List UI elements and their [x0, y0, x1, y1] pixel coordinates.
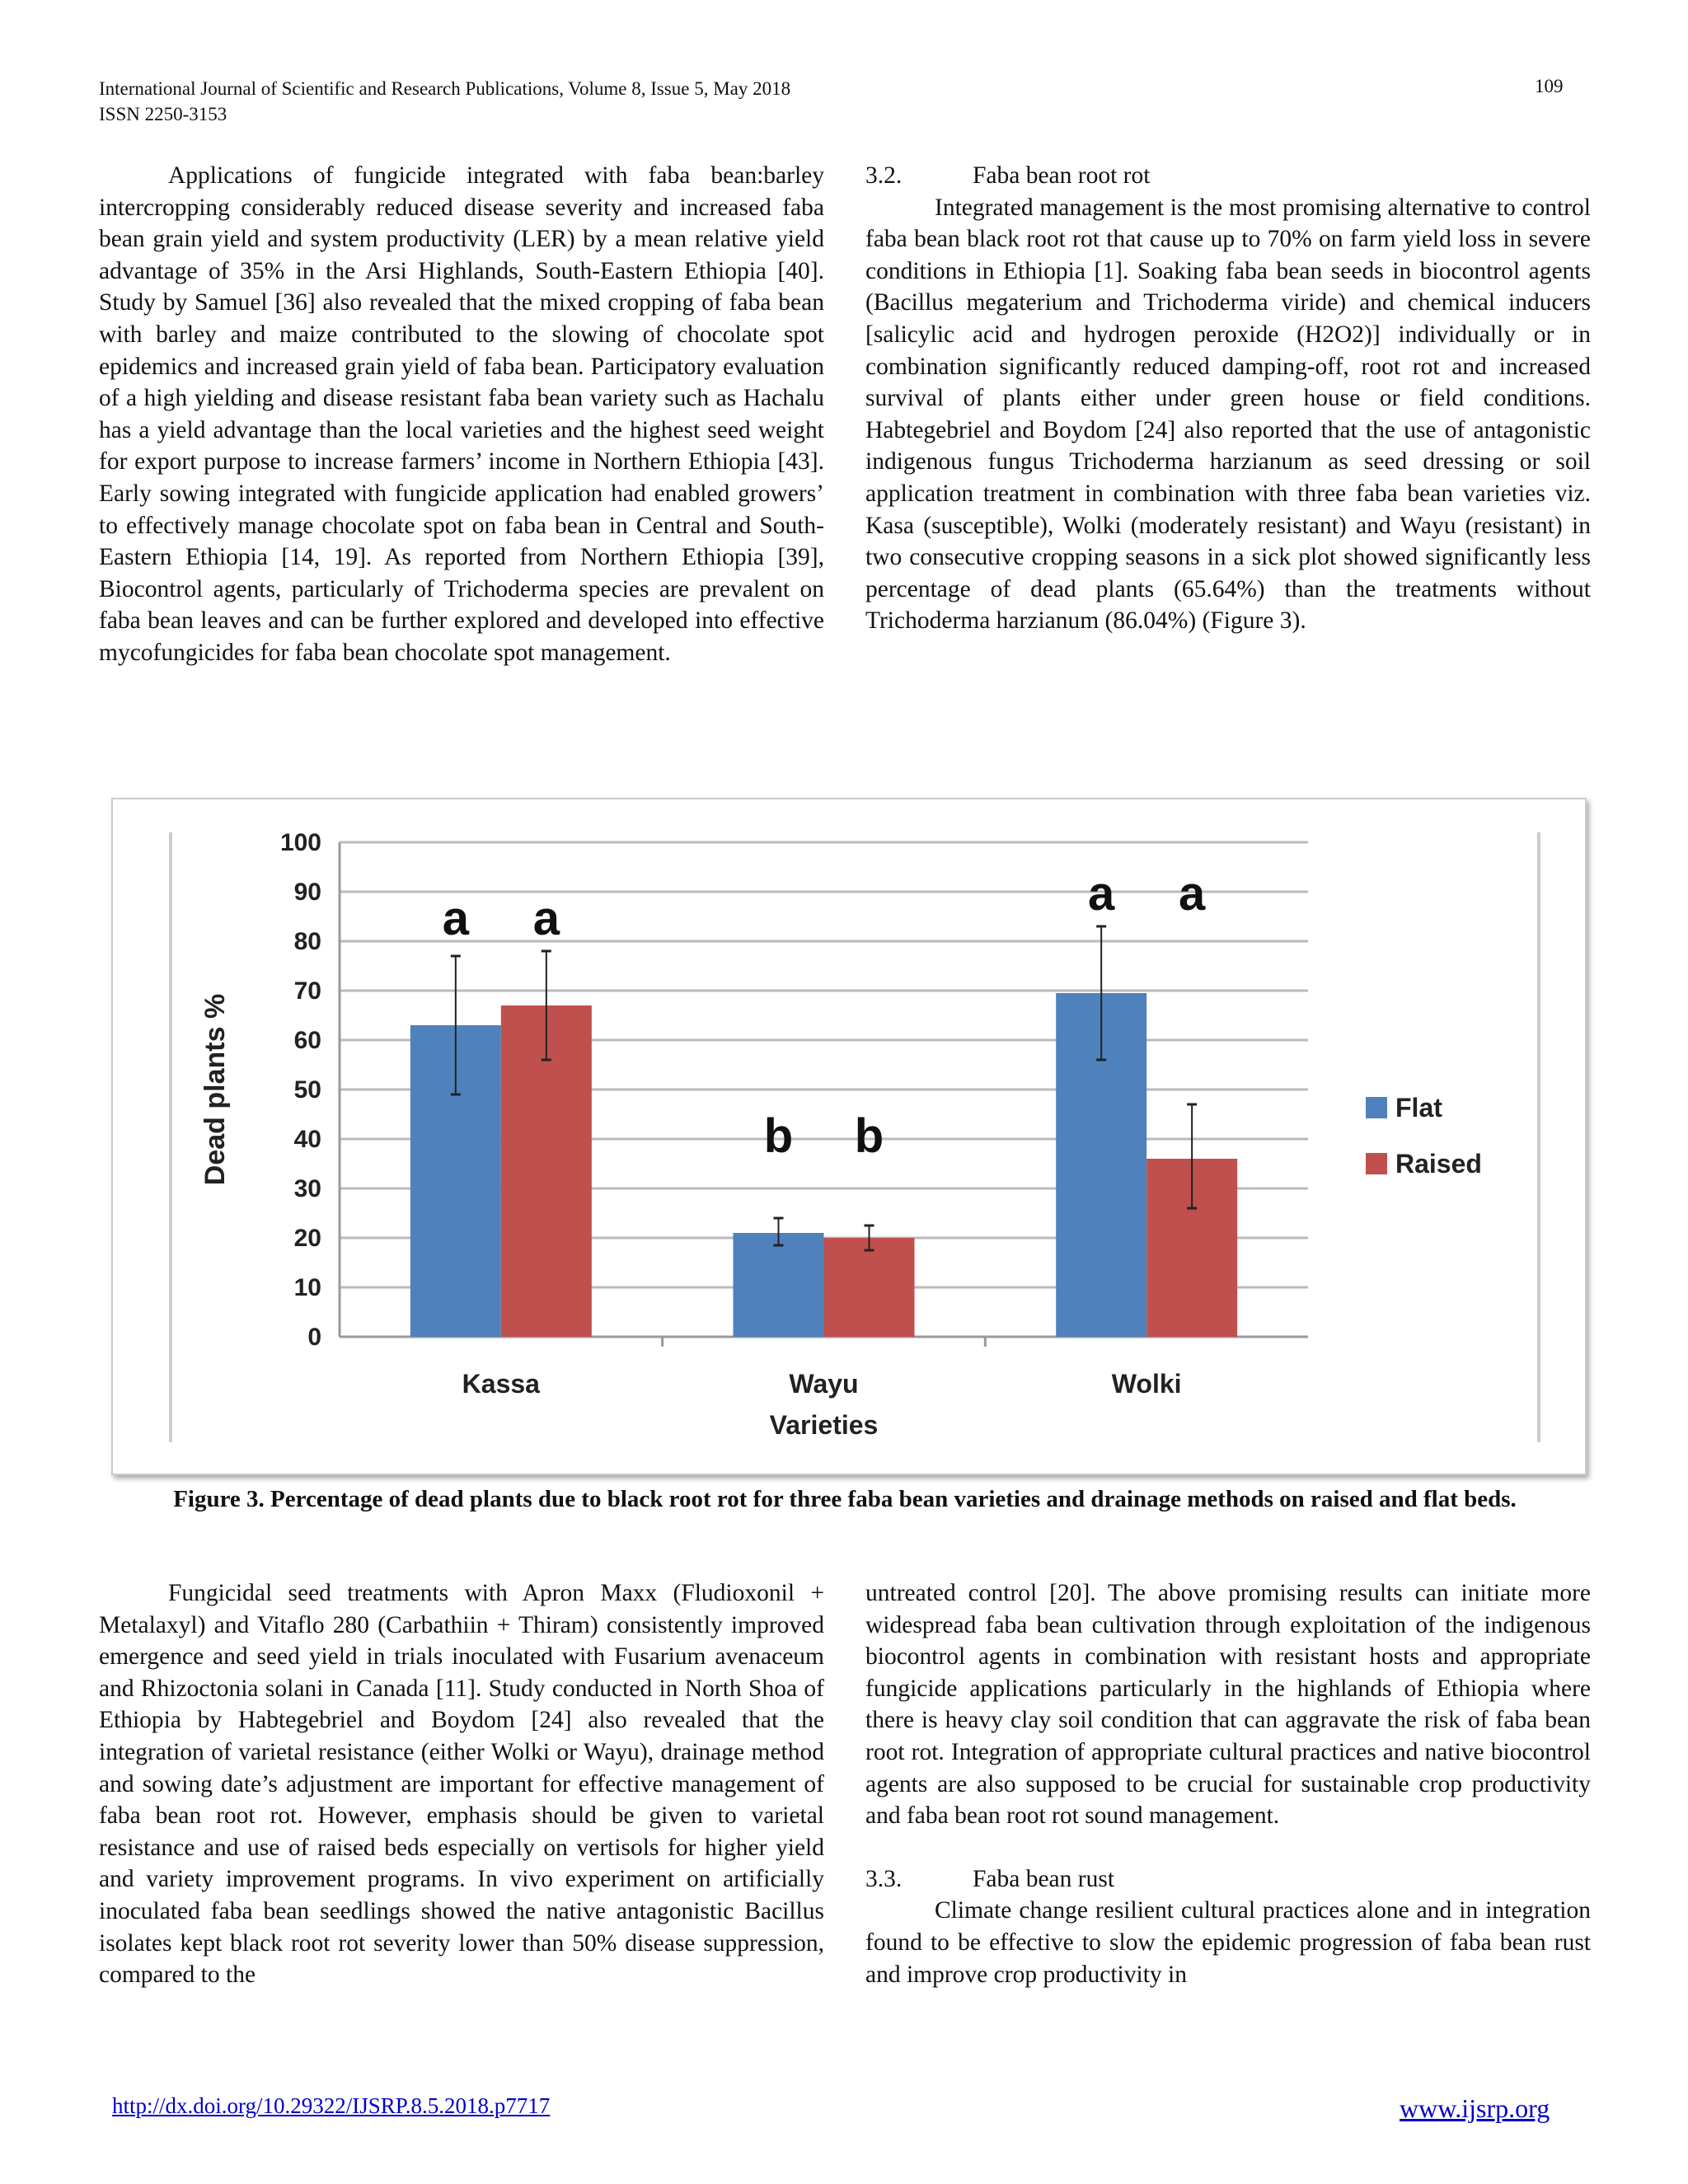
y-tick-label: 60 [293, 1027, 321, 1054]
y-tick-label: 20 [293, 1225, 321, 1252]
y-tick-label: 70 [293, 977, 321, 1005]
bar-flat [734, 1233, 824, 1337]
legend-label: Flat [1395, 1093, 1442, 1122]
significance-letter: b [763, 1109, 794, 1163]
section-number: 3.3. [865, 1865, 903, 1892]
journal-title: International Journal of Scientific and Research Publications, Volume 8, Issue 5, May 2018 [99, 78, 791, 99]
section-heading-3-3 [865, 1863, 1591, 1896]
y-tick-label: 90 [293, 879, 321, 906]
right-column-top [865, 160, 1591, 637]
figure-caption: Figure 3. Percentage of dead plants due to black root rot for three faba bean varieties and drainage methods on raised and flat beds. [173, 1486, 1517, 1512]
y-tick-label: 100 [279, 829, 321, 856]
paragraph: Fungicidal seed treatments with Apron Maxx (Fludioxonil + Metalaxyl) and Vitaflo 280 (Carbathiin + Thiram) consistently improved emergence and seed yield in trials inoculated with Fusarium avenaceum and Rhizoctonia solani in Canada [11]. Study conducted in North Shoa of Ethiopia by Habtegebriel and Boydom [24] also revealed that the integration of varietal resistance (either Wolki or Wayu), drainage method and sowing date’s adjustment are important for effective management of faba bean root rot. However, emphasis should be given to varietal resistance and use of raised beds especially on vertisols for higher yield and variety improvement programs. In vivo experiment on artificially inoculated faba bean seedlings showed the native antagonistic Bacillus isolates kept black root rot severity lower than 50% disease suppression, compared to the [99, 1580, 824, 1989]
figure-3-chart [111, 798, 1587, 1475]
y-axis-label: Dead plants % [199, 993, 231, 1186]
y-tick-label: 30 [293, 1175, 321, 1202]
y-tick-label: 50 [293, 1076, 321, 1104]
x-tick-label: Wolki [1111, 1369, 1182, 1399]
x-tick-label: Kassa [462, 1369, 540, 1399]
paragraph: Climate change resilient cultural practices alone and in integration found to be effective to slow the epidemic progression of faba bean rust and improve crop productivity in [865, 1897, 1591, 1988]
y-tick-label: 40 [293, 1126, 321, 1153]
right-column-bottom [865, 1577, 1591, 1990]
paragraph: untreated control [20]. The above promising results can initiate more widespread faba bean cultivation through exploitation of the indigenous biocontrol agents in combination with resistant hosts and appropriate fungicide applications particularly in the highlands of Ethiopia where there is heavy clay soil condition that can aggravate the risk of faba bean root rot. Integration of appropriate cultural practices and native biocontrol agents are also supposed to be crucial for sustainable crop productivity and faba bean root rot sound management. [865, 1580, 1591, 1830]
y-tick-label: 10 [293, 1274, 321, 1301]
bar-raised [824, 1238, 915, 1337]
legend-label: Raised [1395, 1149, 1482, 1179]
legend-swatch-flat [1366, 1097, 1387, 1118]
y-tick-label: 0 [307, 1324, 321, 1351]
x-tick-label: Wayu [789, 1369, 859, 1399]
significance-letter: a [1179, 867, 1206, 921]
legend-swatch-raised [1366, 1153, 1387, 1174]
bar-chart [113, 799, 1585, 1474]
issn: ISSN 2250-3153 [99, 104, 227, 124]
section-number: 3.2. [865, 162, 903, 189]
section-heading-3-2 [865, 160, 1591, 192]
significance-letter: b [854, 1109, 884, 1163]
x-axis-label: Varieties [769, 1410, 879, 1440]
paragraph: Applications of fungicide integrated with faba bean:barley intercropping considerably reduced disease severity and increased faba bean grain yield and system productivity (LER) by a mean relative yield advantage of 35% in the Arsi Highlands, South-Eastern Ethiopia [40]. Study by Samuel [36] also revealed that the mixed cropping of faba bean with barley and maize contributed to the slowing of chocolate spot epidemics and increased grain yield of faba bean. Participatory evaluation of a high yielding and disease resistant faba bean variety such as Hachalu has a yield advantage than the local varieties and the highest seed weight for export purpose to increase farmers’ income in Northern Ethiopia [43]. Early sowing integrated with fungicide application had enabled growers’ to effectively manage chocolate spot on faba bean in Central and South-Eastern Ethiopia [14, 19]. As reported from Northern Ethiopia [39], Biocontrol agents, particularly of Trichoderma species are prevalent on faba bean leaves and can be further explored and developed into effective mycofungicides for faba bean chocolate spot management. [99, 162, 824, 666]
website-link[interactable]: www.ijsrp.org [1400, 2093, 1550, 2123]
y-tick-label: 80 [293, 928, 321, 955]
significance-letter: a [442, 892, 469, 945]
significance-letter: a [1088, 867, 1115, 921]
paragraph: Integrated management is the most promising alternative to control faba bean black root rot that cause up to 70% on farm yield loss in severe conditions in Ethiopia [1]. Soaking faba bean seeds in biocontrol agents (Bacillus megaterium and Trichoderma viride) and chemical inducers [salicylic acid and hydrogen peroxide (H2O2)] individually or in combination significantly reduced damping-off, root rot and increased survival of plants either under green house or field conditions. Habtegebriel and Boydom [24] also reported that the use of antagonistic indigenous fungus Trichoderma harzianum as seed dressing or soil application treatment in combination with three faba bean varieties viz. Kasa (susceptible), Wolki (moderately resistant) and Wayu (resistant) in two consecutive cropping seasons in a sick plot showed significantly less percentage of dead plants (65.64%) than the treatments without Trichoderma harzianum (86.04%) (Figure 3). [865, 194, 1591, 635]
left-column-bottom [99, 1577, 824, 1991]
section-title: Faba bean rust [973, 1865, 1115, 1892]
page-number: 109 [1535, 76, 1564, 96]
left-column-top [99, 160, 824, 669]
running-header [99, 76, 790, 127]
significance-letter: a [532, 892, 560, 945]
section-title: Faba bean root rot [973, 162, 1151, 189]
doi-link[interactable]: http://dx.doi.org/10.29322/IJSRP.8.5.2018.p7717 [112, 2093, 551, 2118]
